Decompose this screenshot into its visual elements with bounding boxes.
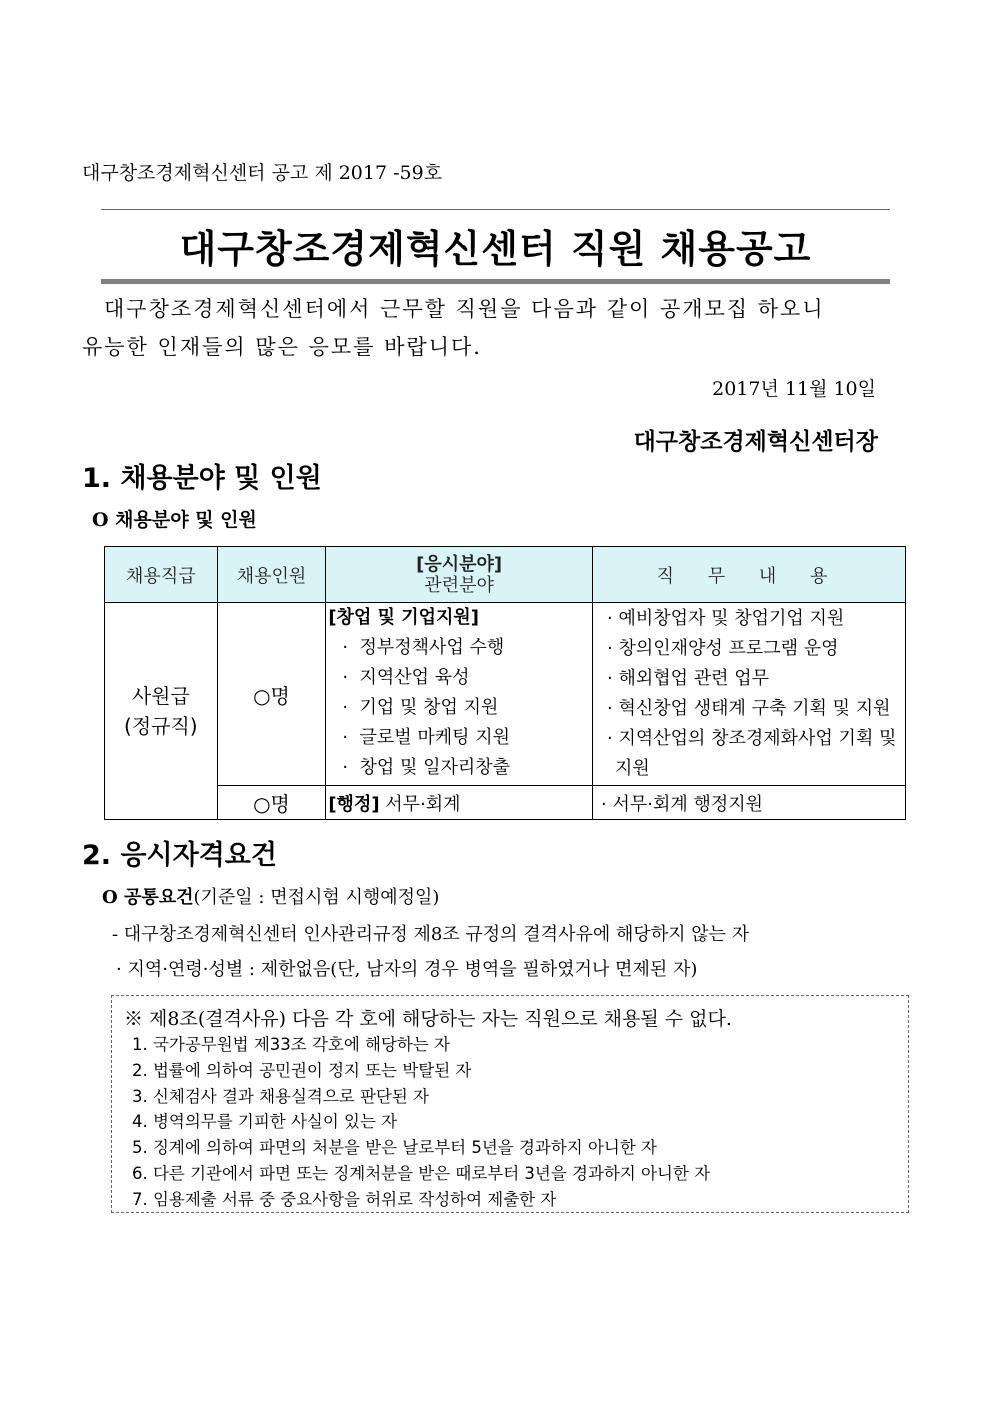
list-item: · 혁신창업 생태계 구축 기획 및 지원 <box>607 698 891 719</box>
header-field <box>326 547 593 603</box>
header-grade: 채용직급 <box>105 547 218 603</box>
list-item: 2. 법률에 의하여 공민권이 정지 또는 박탈된 자 <box>132 1060 472 1080</box>
list-item: 5. 징계에 의하여 파면의 처분을 받은 날로부터 5년을 경과하지 아니한 자 <box>132 1138 657 1158</box>
common-label: O 공통요건 <box>102 887 194 908</box>
header-duty: 직 무 내 용 <box>593 547 906 603</box>
list-item: · 정부정책사업 수행 <box>342 637 505 658</box>
list-item: · 지역산업의 창조경제화사업 기획 및 <box>607 728 897 749</box>
list-item: · 지역산업 육성 <box>342 667 470 688</box>
signer: 대구창조경제혁신센터장 <box>633 428 878 455</box>
page-title: 대구창조경제혁신센터 직원 채용공고 <box>179 227 812 271</box>
list-item: 7. 임용제출 서류 중 중요사항을 허위로 작성하여 제출한 자 <box>132 1189 557 1209</box>
title-bottom-rule <box>101 279 890 284</box>
common-basis: (기준일 : 면접시험 시행예정일) <box>193 887 440 908</box>
section2-heading: 2. 응시자격요건 <box>82 840 277 871</box>
section1-heading: 1. 채용분야 및 인원 <box>82 463 322 494</box>
header-field-line1: [응시분야] <box>416 553 503 575</box>
list-item: 1. 국가공무원법 제33조 각호에 해당하는 자 <box>132 1035 450 1054</box>
notice-date: 2017년 11월 10일 <box>712 378 876 400</box>
count-cell: ○명 <box>217 603 326 786</box>
table-row <box>105 786 906 820</box>
list-item-continuation: 지원 <box>615 758 650 779</box>
field-text: 서무·회계 <box>385 793 461 815</box>
notice-number: 대구창조경제혁신센터 공고 제 2017 -59호 <box>82 162 443 184</box>
list-item: · 글로벌 마케팅 지원 <box>342 727 511 748</box>
list-item: 6. 다른 기관에서 파면 또는 징계처분을 받은 때로부터 3년을 경과하지 아니한 자 <box>132 1163 711 1183</box>
field-cell <box>326 786 593 820</box>
requirement-2: · 지역·연령·성별 : 제한없음(단, 남자의 경우 병역을 필하였거나 면제된 자) <box>116 959 698 980</box>
list-item: · 창의인재양성 프로그램 운영 <box>607 638 839 659</box>
common-requirements <box>102 883 439 909</box>
recruitment-table <box>104 546 906 820</box>
list-item: · 예비창업자 및 창업기업 지원 <box>607 608 845 629</box>
field-title: [창업 및 기업지원] <box>328 607 480 628</box>
header-count: 채용인원 <box>217 547 326 603</box>
requirement-1: - 대구창조경제혁신센터 인사관리규정 제8조 규정의 결격사유에 해당하지 않는 자 <box>112 924 750 945</box>
title-block <box>101 209 890 284</box>
intro-line-1: 대구창조경제혁신센터에서 근무할 직원을 다음과 같이 공개모집 하오니 <box>104 297 825 321</box>
grade-cell <box>105 603 218 820</box>
field-cell <box>326 603 593 786</box>
table-header-row <box>105 547 906 603</box>
intro-line-2: 유능한 인재들의 많은 응모를 바랍니다. <box>82 335 482 359</box>
grade-type: (정규직) <box>124 714 198 738</box>
list-item: 3. 신체검사 결과 채용실격으로 판단된 자 <box>132 1086 429 1106</box>
field-title: [행정] <box>328 793 380 815</box>
box-title: ※ 제8조(결격사유) 다음 각 호에 해당하는 자는 직원으로 채용될 수 없다. <box>124 1008 732 1030</box>
duty-cell: · 서무·회계 행정지원 <box>593 786 906 820</box>
disqualification-box <box>111 995 909 1213</box>
table-row <box>105 603 906 786</box>
duty-cell <box>593 603 906 786</box>
disqualification-list <box>132 1032 710 1213</box>
count-cell: ○명 <box>217 786 326 820</box>
list-item: · 기업 및 창업 지원 <box>342 697 499 718</box>
list-item: · 해외협업 관련 업무 <box>607 668 770 689</box>
header-field-line2: 관련분야 <box>424 574 494 596</box>
section1-subheading: O 채용분야 및 인원 <box>92 509 257 531</box>
grade-label: 사원급 <box>131 684 190 708</box>
list-item: 4. 병역의무를 기피한 사실이 있는 자 <box>132 1112 398 1132</box>
list-item: · 창업 및 일자리창출 <box>342 757 511 778</box>
intro-paragraph <box>82 290 880 366</box>
